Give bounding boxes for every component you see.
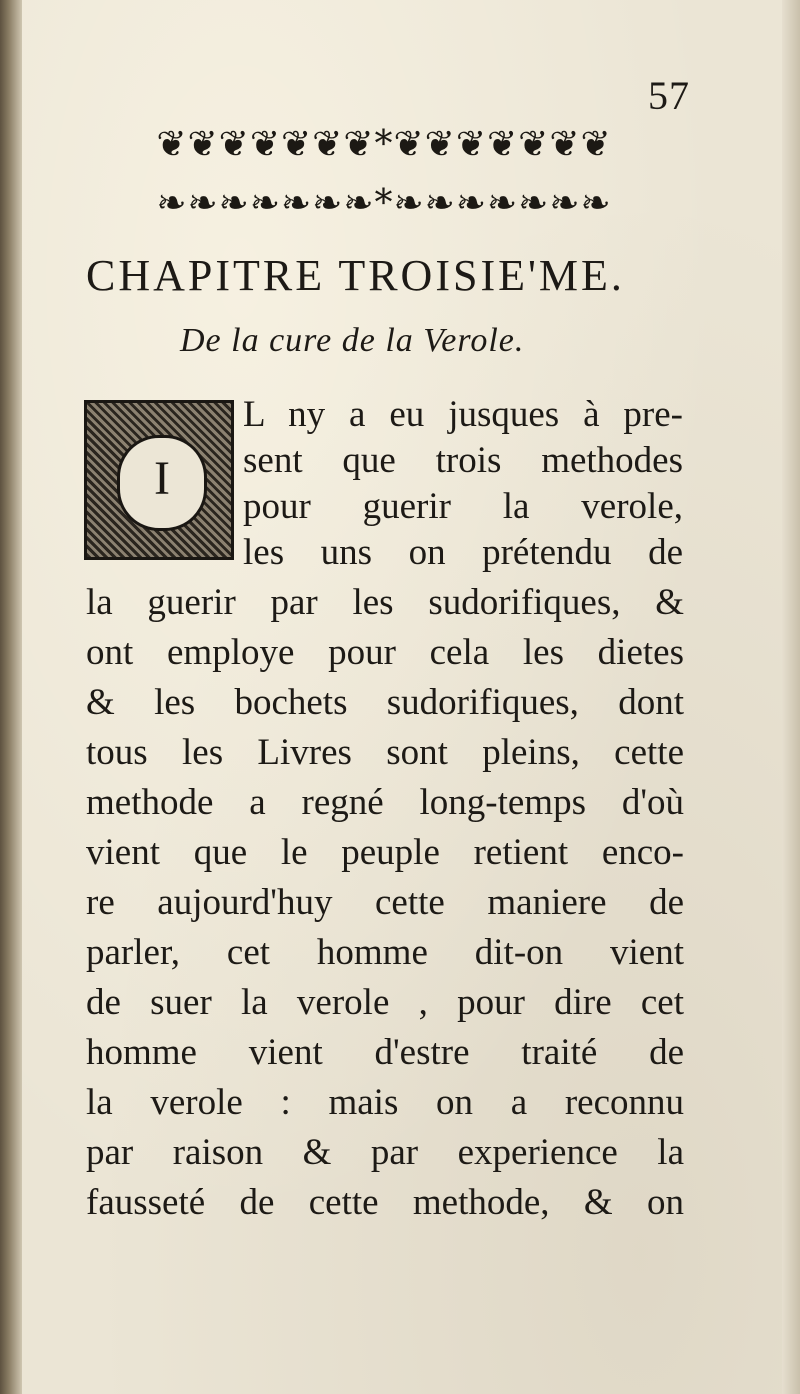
ornament-row-1: ❦❦❦❦❦❦❦*❦❦❦❦❦❦❦ — [156, 125, 612, 165]
text-line: parler, cet homme dit-on vient — [86, 932, 684, 973]
text-line: methode a regné long-temps d'où — [86, 782, 684, 823]
text-line: pour guerir la verole, — [243, 486, 683, 527]
text-line: par raison & par experience la — [86, 1132, 684, 1173]
drop-cap-ornament — [84, 400, 234, 560]
text-line: la verole : mais on a reconnu — [86, 1082, 684, 1123]
ornament-row-2: ❧❧❧❧❧❧❧*❧❧❧❧❧❧❧ — [156, 184, 612, 224]
text-line: les uns on prétendu de — [243, 532, 683, 573]
text-line: la guerir par les sudorifiques, & — [86, 582, 684, 623]
text-line: de suer la verole , pour dire cet — [86, 982, 684, 1023]
text-line: homme vient d'estre traité de — [86, 1032, 684, 1073]
text-line: ont employe pour cela les dietes — [86, 632, 684, 673]
text-line: sent que trois methodes — [243, 440, 683, 481]
text-line: & les bochets sudorifiques, dont — [86, 682, 684, 723]
text-line: vient que le peuple retient enco- — [86, 832, 684, 873]
text-line: tous les Livres sont pleins, cette — [86, 732, 684, 773]
drop-cap-letter: I — [154, 452, 170, 505]
chapter-subtitle: De la cure de la Verole. — [180, 322, 525, 359]
chapter-title: CHAPITRE TROISIE'ME. — [86, 251, 625, 300]
page-binding-edge — [0, 0, 22, 1394]
text-line: fausseté de cette methode, & on — [86, 1182, 684, 1223]
text-line: re aujourd'huy cette maniere de — [86, 882, 684, 923]
text-line: L ny a eu jusques à pre- — [243, 394, 683, 435]
page-outer-edge — [782, 0, 800, 1394]
page-number: 57 — [648, 73, 690, 118]
